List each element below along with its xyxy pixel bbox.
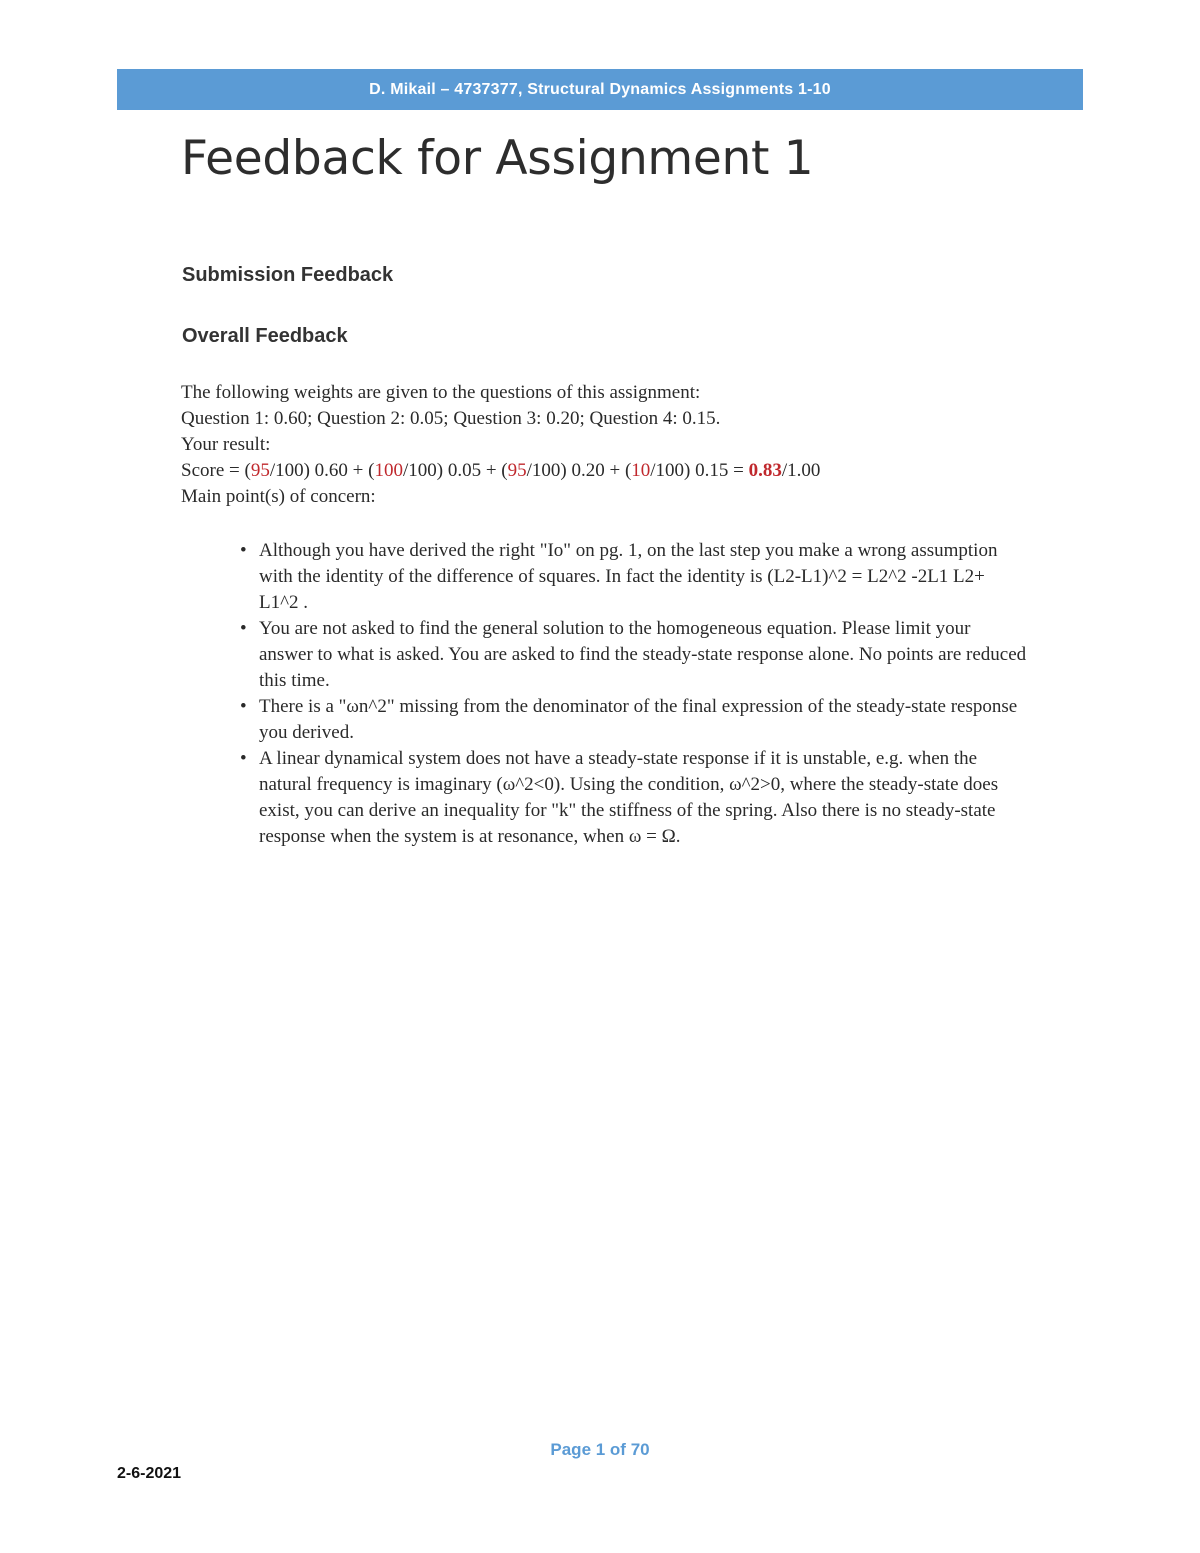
concern-text: There is a "ωn^2" missing from the denominator of the final expression of the steady-state response you derived.	[259, 696, 1018, 743]
q2-weight: /100) 0.05 + (	[402, 460, 508, 481]
q3-score: 95	[507, 460, 527, 481]
score-line	[181, 458, 1041, 484]
weights-intro: The following weights are given to the questions of this assignment:	[181, 382, 701, 403]
concern-item	[240, 694, 1029, 746]
total-suffix: /1.00	[781, 460, 821, 481]
page-number: Page 1 of 70	[550, 1440, 650, 1459]
result-label: Your result:	[181, 434, 271, 455]
document-header-bar	[117, 69, 1083, 110]
page-title: Feedback for Assignment 1	[181, 131, 814, 186]
document-header-text: D. Mikail – 4737377, Structural Dynamics Assignments 1-10	[369, 80, 831, 98]
q3-weight: /100) 0.20 + (	[526, 460, 632, 481]
total-score: 0.83	[748, 460, 782, 481]
score-prefix: Score = (	[181, 460, 251, 481]
concern-item	[240, 746, 1029, 850]
overall-feedback-heading: Overall Feedback	[182, 325, 348, 347]
concern-item	[240, 616, 1029, 694]
concerns-list	[181, 538, 1029, 850]
concern-item	[240, 538, 1029, 616]
q1-weight: /100) 0.60 + (	[269, 460, 375, 481]
bullet-icon: •	[240, 540, 247, 561]
bullet-icon: •	[240, 618, 247, 639]
q2-score: 100	[374, 460, 403, 481]
concern-label: Main point(s) of concern:	[181, 486, 376, 507]
document-date: 2-6-2021	[117, 1465, 182, 1482]
weights-line: Question 1: 0.60; Question 2: 0.05; Question 3: 0.20; Question 4: 0.15.	[181, 408, 721, 429]
bullet-icon: •	[240, 696, 247, 717]
submission-feedback-heading: Submission Feedback	[182, 264, 394, 286]
feedback-body	[181, 380, 1041, 850]
bullet-icon: •	[240, 748, 247, 769]
q1-score: 95	[250, 460, 270, 481]
q4-weight: /100) 0.15 =	[650, 460, 749, 481]
concern-text: A linear dynamical system does not have a steady-state response if it is unstable, e.g. when the natural frequency is imaginary (ω^2<0). Using the condition, ω^2>0, where the steady-state does exist, you can derive an inequality for "k" the stiffness of the spring. Also there is no steady-state response when the system is at resonance, when ω = Ω.	[259, 748, 999, 847]
concern-text: You are not asked to find the general solution to the homogeneous equation. Please limit your answer to what is asked. You are asked to find the steady-state response alone. No points are reduced this time.	[259, 618, 1027, 691]
q4-score: 10	[631, 460, 651, 481]
concern-text: Although you have derived the right "Io" on pg. 1, on the last step you make a wrong assumption with the identity of the difference of squares. In fact the identity is (L2-L1)^2 = L2^2 -2L1 L2+ L1^2 .	[259, 540, 998, 613]
